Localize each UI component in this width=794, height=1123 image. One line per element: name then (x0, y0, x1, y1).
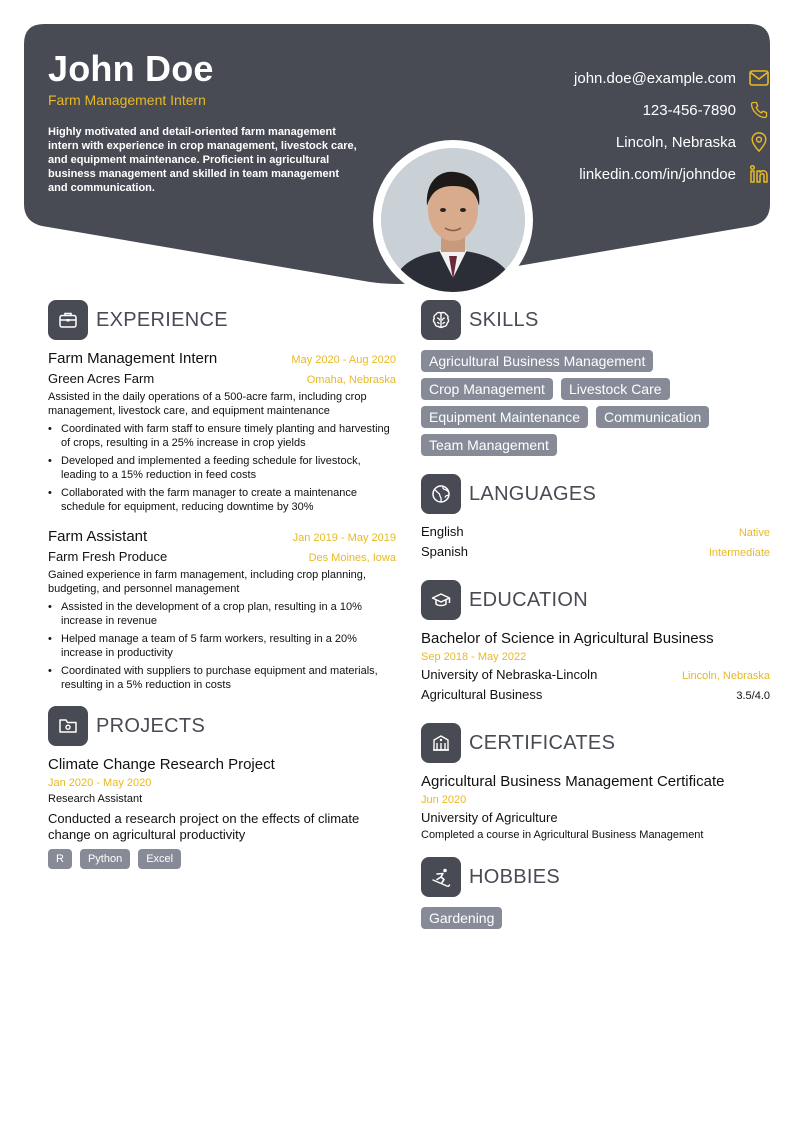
skills-heading (421, 300, 770, 340)
graduation-cap-icon (421, 580, 461, 620)
contact-phone[interactable] (410, 94, 770, 126)
job-bullets (48, 600, 396, 692)
hobbies-heading (421, 857, 770, 897)
mail-icon (748, 67, 770, 89)
language-name: English (421, 524, 464, 539)
profile-summary: Highly motivated and detail-oriented farm management intern with experience in crop management, livestock care, and equipment maintenance. Proficient in agricultural business management and skilled in team management and communication. (48, 126, 357, 194)
education-heading (421, 580, 770, 620)
experience-heading (48, 300, 396, 340)
job-bullet: • Developed and implemented a feeding schedule for livestock, leading to a 15% reduction in feed costs (48, 454, 396, 482)
language-level: Native (738, 527, 770, 539)
email-text[interactable]: john.doe@example.com (574, 69, 736, 87)
job-location: Omaha, Nebraska (306, 374, 396, 386)
education-location: Lincoln, Nebraska (681, 670, 770, 682)
location-text: Lincoln, Nebraska (615, 133, 736, 151)
project-description: Conducted a research project on the effects of climate change on agricultural productivity (48, 811, 360, 842)
job-date: Jan 2019 - May 2019 (292, 532, 396, 544)
job-company: Green Acres Farm (48, 371, 155, 386)
job-bullet: • Collaborated with the farm manager to create a maintenance schedule for equipment, reducing downtime by 30% (48, 486, 396, 514)
certificates-heading (421, 723, 770, 763)
left-column (48, 300, 396, 875)
phone-icon (748, 99, 770, 121)
project-tag: R (48, 849, 72, 869)
languages-title: LANGUAGES (469, 482, 597, 505)
job-bullet: • Helped manage a team of 5 farm workers, resulting in a 20% increase in productivity (48, 632, 396, 660)
experience-item (48, 528, 396, 692)
skill-tag: Equipment Maintenance (421, 406, 588, 428)
education-item (421, 630, 770, 707)
project-tag: Excel (138, 849, 181, 869)
briefcase-icon (48, 300, 88, 340)
job-bullet: • Assisted in the development of a crop plan, resulting in a 10% increase in revenue (48, 600, 396, 628)
experience-item (48, 350, 396, 514)
certificate-item (421, 773, 770, 841)
linkedin-text[interactable]: linkedin.com/in/johndoe (579, 165, 736, 183)
globe-icon (421, 474, 461, 514)
linkedin-icon (748, 163, 770, 185)
map-pin-icon (748, 131, 770, 153)
experience-title: EXPERIENCE (96, 308, 228, 331)
projects-heading (48, 706, 396, 746)
languages-list (421, 524, 770, 564)
project-tags (48, 849, 396, 875)
contact-email[interactable] (410, 62, 770, 94)
certificate-date: Jun 2020 (421, 794, 467, 806)
job-bullet: • Coordinated with farm staff to ensure timely planting and harvesting of crops, resulting in a 25% increase in crop yields (48, 422, 396, 450)
skill-tag: Team Management (421, 434, 557, 456)
brain-icon (421, 300, 461, 340)
language-level: Intermediate (708, 547, 770, 559)
job-description: Gained experience in farm management, including crop planning, budgeting, and personnel management (48, 569, 366, 595)
project-title: Climate Change Research Project (48, 756, 275, 773)
hobby-tag: Gardening (421, 907, 502, 929)
education-gpa: 3.5/4.0 (736, 690, 770, 702)
language-row (421, 524, 770, 544)
certificate-name: Agricultural Business Management Certificate (421, 773, 725, 790)
project-role: Research Assistant (48, 793, 143, 805)
job-title: Farm Assistant (48, 528, 148, 545)
skills-title: SKILLS (469, 308, 539, 331)
job-location: Des Moines, Iowa (308, 552, 396, 564)
job-company: Farm Fresh Produce (48, 549, 168, 564)
phone-text[interactable]: 123-456-7890 (642, 101, 736, 119)
candidate-name: John Doe (48, 48, 214, 89)
education-school: University of Nebraska-Lincoln (421, 667, 598, 682)
hobbies-list (421, 907, 770, 935)
language-row (421, 544, 770, 564)
candidate-role: Farm Management Intern (48, 92, 206, 108)
certificate-building-icon (421, 723, 461, 763)
projects-title: PROJECTS (96, 714, 206, 737)
project-tag: Python (80, 849, 130, 869)
education-degree: Bachelor of Science in Agricultural Business (421, 630, 714, 647)
languages-heading (421, 474, 770, 514)
skills-list (421, 350, 770, 462)
job-description: Assisted in the daily operations of a 500-acre farm, including crop management, livestock care, and equipment maintenance (48, 391, 367, 417)
project-date: Jan 2020 - May 2020 (48, 777, 152, 789)
skill-tag: Agricultural Business Management (421, 350, 653, 372)
certificate-org: University of Agriculture (421, 810, 558, 825)
certificates-title: CERTIFICATES (469, 731, 616, 754)
profile-photo (381, 148, 525, 292)
project-item (48, 756, 396, 875)
skiing-icon (421, 857, 461, 897)
right-column (421, 300, 770, 935)
certificate-description: Completed a course in Agricultural Business Management (421, 829, 704, 841)
job-bullets (48, 422, 396, 514)
job-title: Farm Management Intern (48, 350, 218, 367)
skill-tag: Crop Management (421, 378, 553, 400)
hobbies-title: HOBBIES (469, 865, 561, 888)
job-bullet: • Coordinated with suppliers to purchase equipment and materials, resulting in a 5% reduction in costs (48, 664, 396, 692)
education-title: EDUCATION (469, 588, 588, 611)
job-date: May 2020 - Aug 2020 (291, 354, 396, 366)
skill-tag: Livestock Care (561, 378, 670, 400)
education-field: Agricultural Business (421, 687, 543, 702)
language-name: Spanish (421, 544, 468, 559)
folder-icon (48, 706, 88, 746)
education-date: Sep 2018 - May 2022 (421, 651, 527, 663)
skill-tag: Communication (596, 406, 709, 428)
